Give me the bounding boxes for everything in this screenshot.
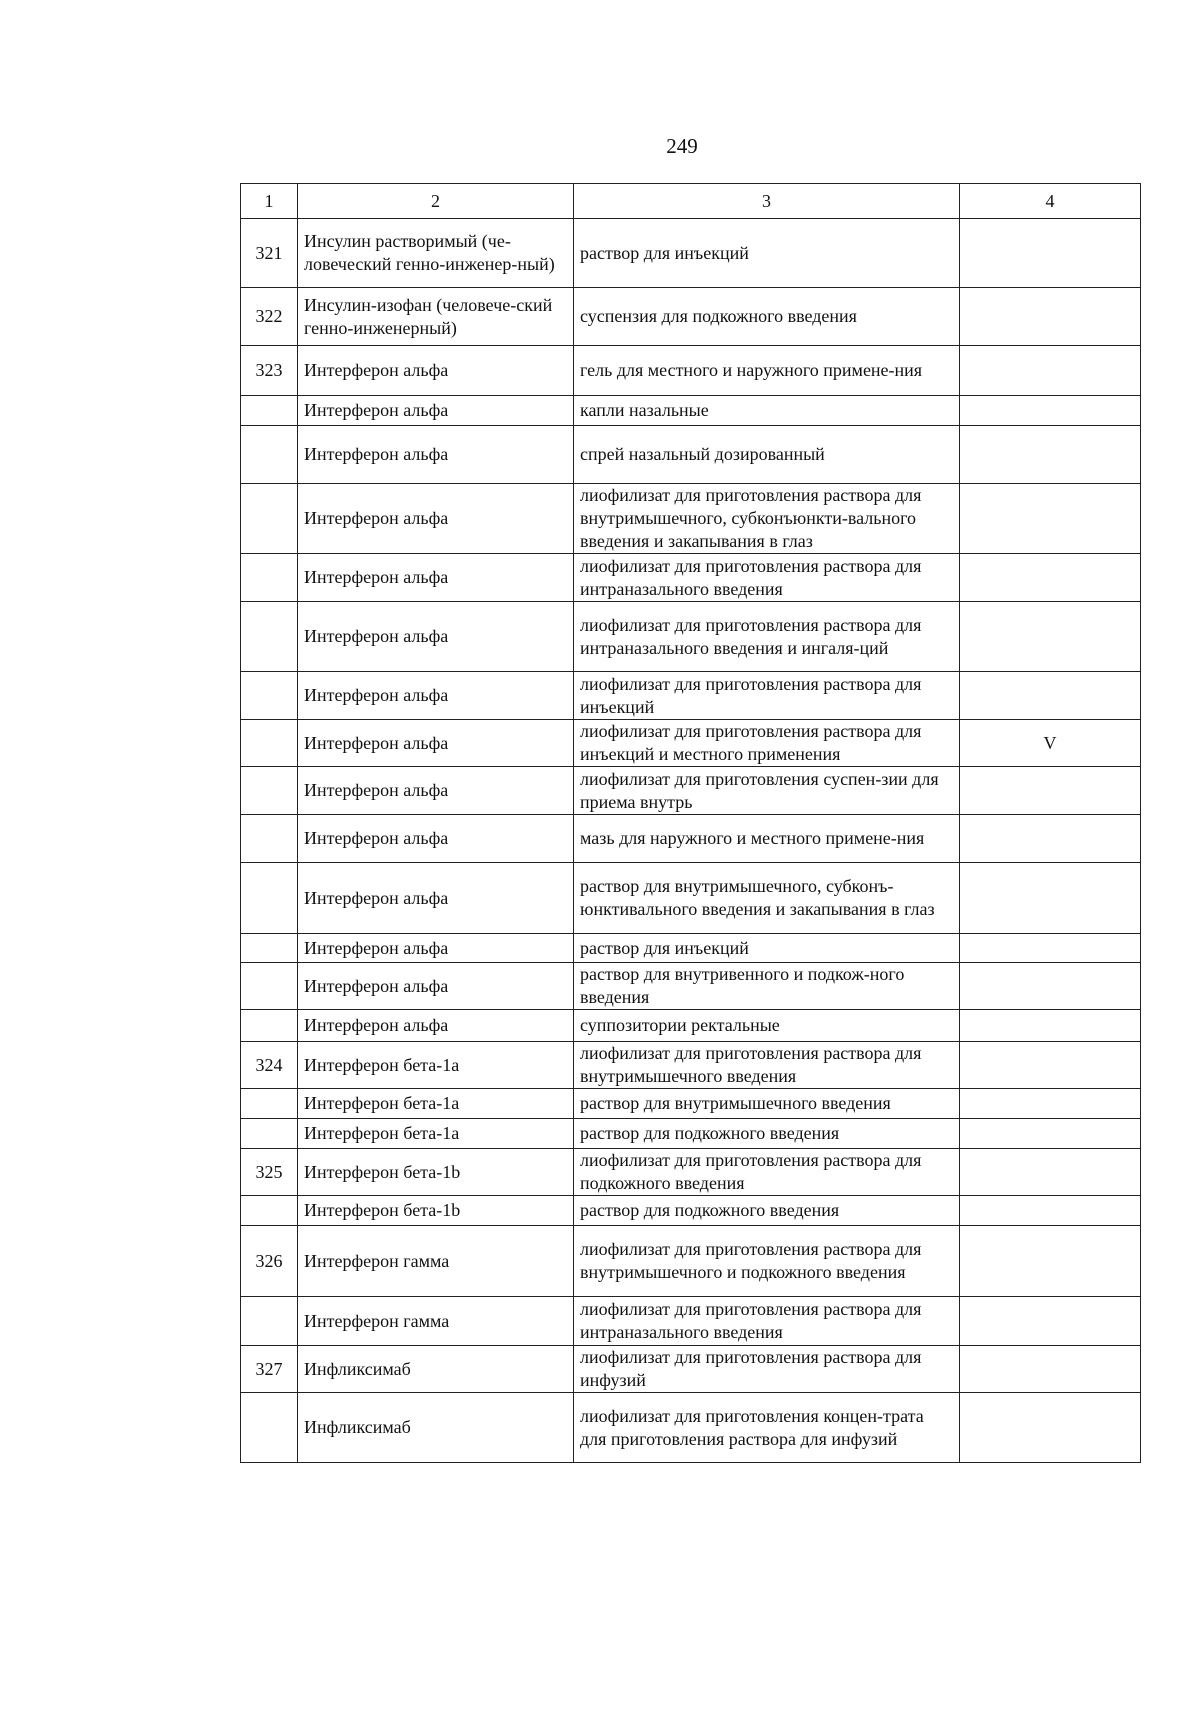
- drug-name: Инфликсимаб: [298, 1346, 574, 1393]
- mark-cell: [960, 1226, 1141, 1297]
- dosage-form: лиофилизат для приготовления раствора для инфузий: [574, 1346, 960, 1393]
- dosage-form: спрей назальный дозированный: [574, 426, 960, 484]
- mark-cell: [960, 484, 1141, 554]
- dosage-form: лиофилизат для приготовления раствора для подкожного введения: [574, 1149, 960, 1196]
- mark-cell: [960, 815, 1141, 863]
- drug-name: Интерферон альфа: [298, 426, 574, 484]
- table-row: [241, 767, 1141, 815]
- mark-cell: [960, 219, 1141, 288]
- drug-name: Интерферон бета-1а: [298, 1042, 574, 1089]
- row-number: [241, 554, 298, 602]
- dosage-form: лиофилизат для приготовления раствора для инъекций и местного применения: [574, 720, 960, 767]
- dosage-form: суппозитории ректальные: [574, 1010, 960, 1042]
- dosage-form: раствор для внутримышечного введения: [574, 1089, 960, 1119]
- row-number: [241, 815, 298, 863]
- header-cell: 1: [241, 184, 298, 219]
- row-number: 327: [241, 1346, 298, 1393]
- drug-name: Интерферон альфа: [298, 863, 574, 934]
- mark-cell: [960, 1089, 1141, 1119]
- table-row: [241, 1010, 1141, 1042]
- table-row: [241, 219, 1141, 288]
- drug-name: Инсулин-изофан (человече-ский генно-инженерный): [298, 288, 574, 346]
- header-cell: 3: [574, 184, 960, 219]
- dosage-form: лиофилизат для приготовления суспен-зии для приема внутрь: [574, 767, 960, 815]
- dosage-form: лиофилизат для приготовления раствора для интраназального введения: [574, 1297, 960, 1346]
- row-number: [241, 602, 298, 672]
- dosage-form: лиофилизат для приготовления раствора для внутримышечного введения: [574, 1042, 960, 1089]
- table-row: [241, 426, 1141, 484]
- dosage-form: гель для местного и наружного примене-ния: [574, 346, 960, 396]
- mark-cell: [960, 346, 1141, 396]
- mark-cell: [960, 1297, 1141, 1346]
- dosage-form: лиофилизат для приготовления раствора для внутримышечного и подкожного введения: [574, 1226, 960, 1297]
- row-number: [241, 963, 298, 1010]
- header-cell: 2: [298, 184, 574, 219]
- table-row: [241, 288, 1141, 346]
- drug-name: Интерферон альфа: [298, 1010, 574, 1042]
- dosage-form: лиофилизат для приготовления концен-трата для приготовления раствора для инфузий: [574, 1393, 960, 1463]
- mark-cell: [960, 1042, 1141, 1089]
- dosage-form: лиофилизат для приготовления раствора для интраназального введения и ингаля-ций: [574, 602, 960, 672]
- table-row: [241, 1226, 1141, 1297]
- drug-name: Интерферон альфа: [298, 346, 574, 396]
- mark-cell: [960, 934, 1141, 963]
- table-row: [241, 1149, 1141, 1196]
- dosage-form: лиофилизат для приготовления раствора для внутримышечного, субконъюнкти-вального введения и закапывания в глаз: [574, 484, 960, 554]
- dosage-form: раствор для внутривенного и подкож-ного введения: [574, 963, 960, 1010]
- row-number: 324: [241, 1042, 298, 1089]
- mark-cell: [960, 426, 1141, 484]
- drug-name: Интерферон альфа: [298, 602, 574, 672]
- dosage-form: суспензия для подкожного введения: [574, 288, 960, 346]
- mark-cell: [960, 672, 1141, 720]
- mark-cell: [960, 288, 1141, 346]
- mark-cell: [960, 1119, 1141, 1149]
- table-row: [241, 1346, 1141, 1393]
- row-number: [241, 1119, 298, 1149]
- mark-cell: [960, 1196, 1141, 1226]
- row-number: [241, 863, 298, 934]
- dosage-form: лиофилизат для приготовления раствора для инъекций: [574, 672, 960, 720]
- mark-cell: [960, 1149, 1141, 1196]
- mark-cell: [960, 1346, 1141, 1393]
- dosage-form: раствор для внутримышечного, субконъ-юнктивального введения и закапывания в глаз: [574, 863, 960, 934]
- mark-cell: [960, 554, 1141, 602]
- mark-cell: [960, 1010, 1141, 1042]
- drug-name: Интерферон альфа: [298, 767, 574, 815]
- drug-name: Инсулин растворимый (че-ловеческий генно-инженер-ный): [298, 219, 574, 288]
- row-number: 326: [241, 1226, 298, 1297]
- header-cell: 4: [960, 184, 1141, 219]
- row-number: 323: [241, 346, 298, 396]
- drug-name: Интерферон бета-1b: [298, 1196, 574, 1226]
- drug-name: Интерферон альфа: [298, 720, 574, 767]
- mark-cell: [960, 767, 1141, 815]
- mark-cell: [960, 602, 1141, 672]
- table-row: [241, 672, 1141, 720]
- mark-cell: V: [960, 720, 1141, 767]
- table-row: [241, 1089, 1141, 1119]
- dosage-form: раствор для инъекций: [574, 934, 960, 963]
- row-number: [241, 767, 298, 815]
- mark-cell: [960, 863, 1141, 934]
- mark-cell: [960, 396, 1141, 426]
- table-row: [241, 396, 1141, 426]
- dosage-form: мазь для наружного и местного примене-ния: [574, 815, 960, 863]
- table-row: [241, 554, 1141, 602]
- row-number: [241, 426, 298, 484]
- drug-name: Интерферон бета-1а: [298, 1119, 574, 1149]
- table-row: [241, 1042, 1141, 1089]
- drug-name: Интерферон альфа: [298, 484, 574, 554]
- row-number: [241, 1297, 298, 1346]
- mark-cell: [960, 1393, 1141, 1463]
- row-number: [241, 720, 298, 767]
- drug-name: Интерферон альфа: [298, 963, 574, 1010]
- drug-name: Интерферон гамма: [298, 1297, 574, 1346]
- table-row: [241, 602, 1141, 672]
- table-row: [241, 934, 1141, 963]
- table-row: [241, 963, 1141, 1010]
- table-row: [241, 484, 1141, 554]
- row-number: [241, 396, 298, 426]
- row-number: 322: [241, 288, 298, 346]
- drug-name: Интерферон альфа: [298, 554, 574, 602]
- row-number: [241, 484, 298, 554]
- dosage-form: капли назальные: [574, 396, 960, 426]
- row-number: [241, 1010, 298, 1042]
- drug-name: Интерферон бета-1а: [298, 1089, 574, 1119]
- row-number: [241, 934, 298, 963]
- drug-table: [240, 183, 1141, 1463]
- table-row: [241, 346, 1141, 396]
- row-number: [241, 1089, 298, 1119]
- table-row: [241, 1393, 1141, 1463]
- drug-name: Интерферон гамма: [298, 1226, 574, 1297]
- page-number: 249: [666, 134, 698, 158]
- mark-cell: [960, 963, 1141, 1010]
- row-number: [241, 672, 298, 720]
- drug-name: Интерферон альфа: [298, 672, 574, 720]
- table-row: [241, 1196, 1141, 1226]
- row-number: [241, 1196, 298, 1226]
- table-row: [241, 1297, 1141, 1346]
- table-header-row: [241, 184, 1141, 219]
- dosage-form: раствор для подкожного введения: [574, 1196, 960, 1226]
- dosage-form: раствор для инъекций: [574, 219, 960, 288]
- table-row: [241, 815, 1141, 863]
- drug-name: Интерферон альфа: [298, 934, 574, 963]
- drug-name: Инфликсимаб: [298, 1393, 574, 1463]
- drug-name: Интерферон бета-1b: [298, 1149, 574, 1196]
- row-number: 325: [241, 1149, 298, 1196]
- row-number: 321: [241, 219, 298, 288]
- drug-name: Интерферон альфа: [298, 396, 574, 426]
- dosage-form: лиофилизат для приготовления раствора для интраназального введения: [574, 554, 960, 602]
- table-row: [241, 720, 1141, 767]
- drug-name: Интерферон альфа: [298, 815, 574, 863]
- row-number: [241, 1393, 298, 1463]
- table-row: [241, 863, 1141, 934]
- table-row: [241, 1119, 1141, 1149]
- dosage-form: раствор для подкожного введения: [574, 1119, 960, 1149]
